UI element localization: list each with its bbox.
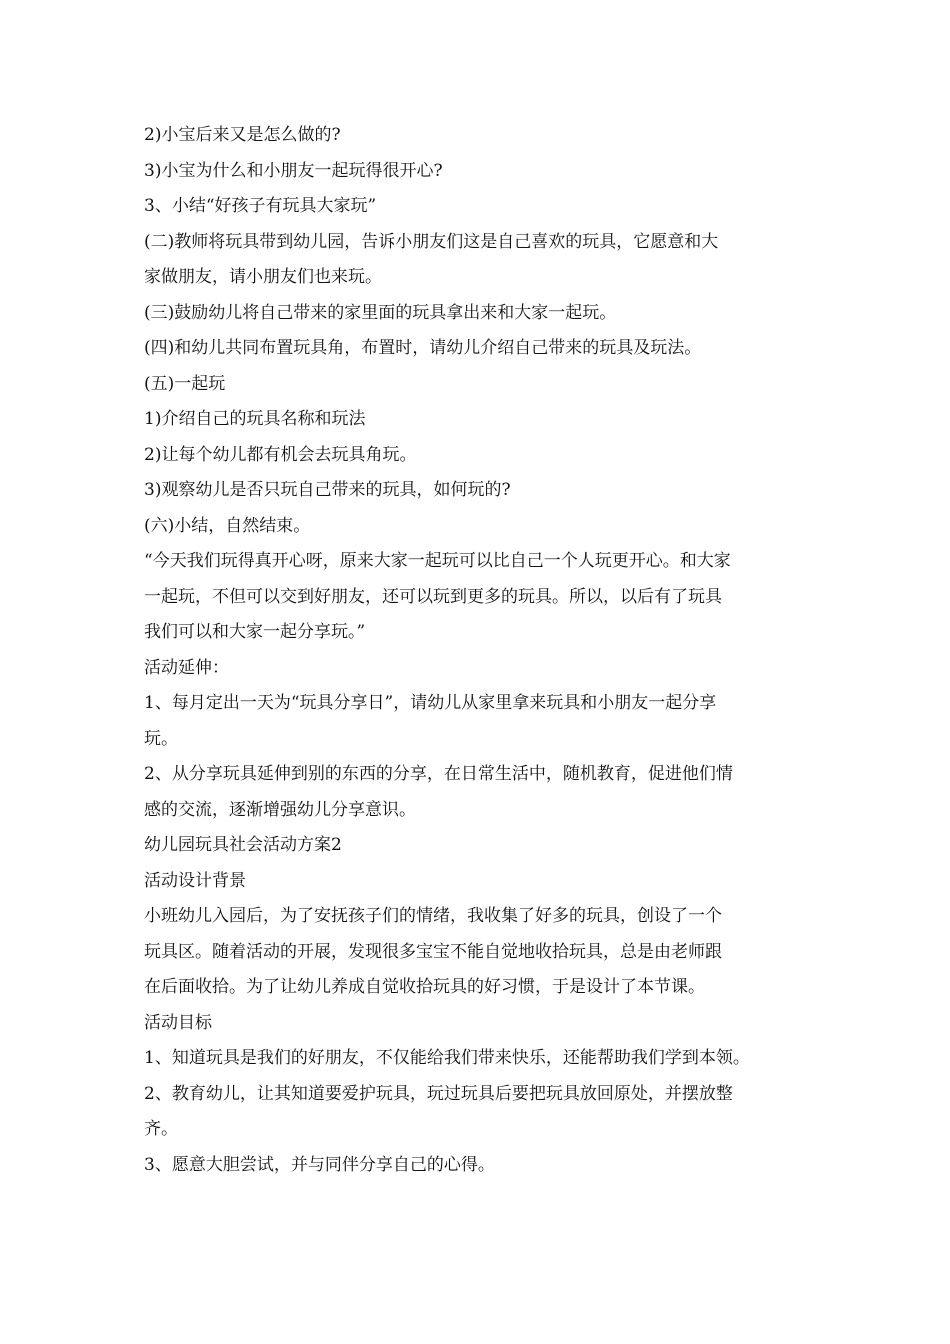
document-title: 幼儿园玩具社会活动方案2 <box>144 835 342 855</box>
section-heading: 活动目标 <box>144 1012 212 1033</box>
section-heading: 活动延伸： <box>144 657 229 678</box>
text-line: (六)小结，自然结束。 <box>144 515 311 536</box>
text-line: 3)小宝为什么和小朋友一起玩得很开心? <box>144 160 443 181</box>
text-line: 2)小宝后来又是怎么做的? <box>144 125 341 145</box>
text-line: 1、知道玩具是我们的好朋友，不仅能给我们带来快乐，还能帮助我们学到本领。 <box>144 1048 750 1068</box>
text-line: 玩。 <box>144 728 178 749</box>
text-line: 小班幼儿入园后，为了安抚孩子们的情绪，我收集了好多的玩具，创设了一个 <box>144 906 722 926</box>
text-line: (五)一起玩 <box>144 373 226 394</box>
text-line: 玩具区。随着活动的开展，发现很多宝宝不能自觉地收拾玩具，总是由老师跟 <box>144 941 722 962</box>
text-line: “今天我们玩得真开心呀，原来大家一起玩可以比自己一个人玩更开心。和大家 <box>144 551 731 571</box>
text-line: 2、从分享玩具延伸到别的东西的分享，在日常生活中，随机教育，促进他们情 <box>144 764 733 784</box>
text-line: (四)和幼儿共同布置玩具角，布置时，请幼儿介绍自己带来的玩具及玩法。 <box>144 338 702 358</box>
text-line: 我们可以和大家一起分享玩。” <box>144 622 366 642</box>
section-heading: 活动设计背景 <box>144 870 246 891</box>
text-line: 1、每月定出一天为“玩具分享日”，请幼儿从家里拿来玩具和小朋友一起分享 <box>144 693 717 713</box>
text-line: 在后面收拾。为了让幼儿养成自觉收拾玩具的好习惯，于是设计了本节课。 <box>144 977 705 997</box>
text-line: 2)让每个幼儿都有机会去玩具角玩。 <box>144 444 417 465</box>
text-line: 1)介绍自己的玩具名称和玩法 <box>144 409 366 429</box>
text-line: (二)教师将玩具带到幼儿园，告诉小朋友们这是自己喜欢的玩具，它愿意和大 <box>144 231 719 252</box>
text-line: 齐。 <box>144 1119 178 1139</box>
text-line: 家做朋友，请小朋友们也来玩。 <box>144 267 382 287</box>
text-line: 一起玩，不但可以交到好朋友，还可以玩到更多的玩具。所以，以后有了玩具 <box>144 586 722 607</box>
text-line: 3、愿意大胆尝试，并与同伴分享自己的心得。 <box>144 1154 495 1175</box>
text-line: 感的交流，逐渐增强幼儿分享意识。 <box>144 799 416 820</box>
text-line: (三)鼓励幼儿将自己带来的家里面的玩具拿出来和大家一起玩。 <box>144 302 617 323</box>
text-line: 3、小结“好孩子有玩具大家玩” <box>144 196 377 216</box>
text-line: 3)观察幼儿是否只玩自己带来的玩具，如何玩的? <box>144 480 511 500</box>
text-line: 2、教育幼儿，让其知道要爱护玩具，玩过玩具后要把玩具放回原处，并摆放整 <box>144 1083 733 1104</box>
document-body <box>144 118 834 1183</box>
